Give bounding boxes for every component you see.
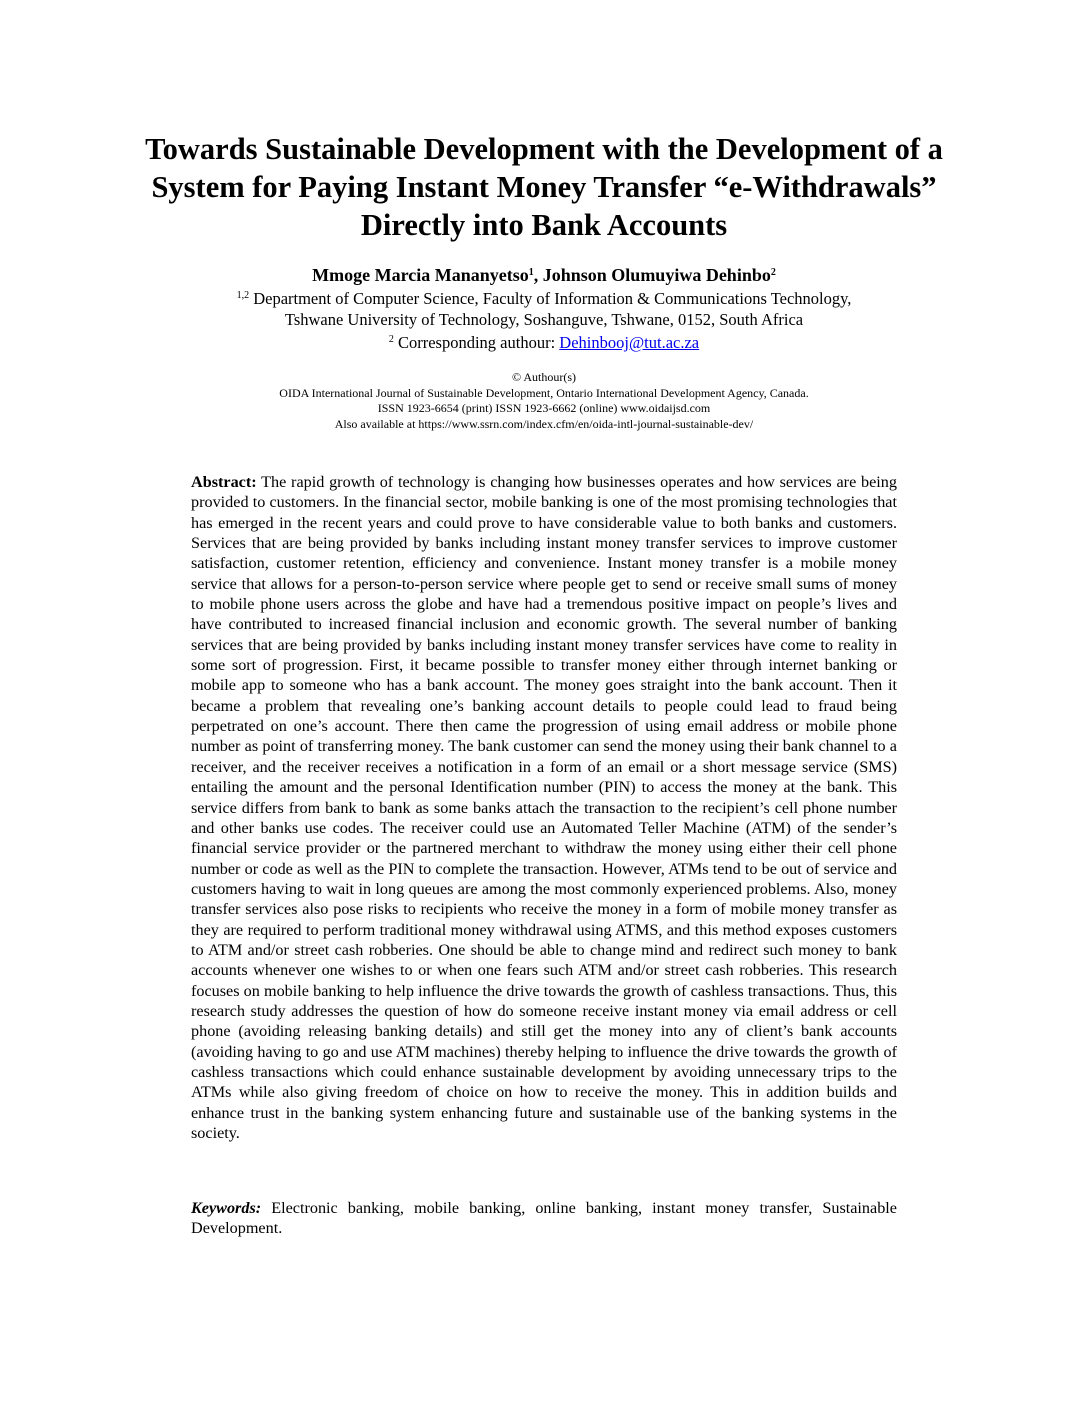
- author-1-affil-marker: 1: [528, 267, 534, 278]
- abstract-label: Abstract:: [191, 473, 257, 491]
- corresponding-label: Corresponding authour:: [393, 333, 560, 352]
- author-separator: ,: [533, 265, 543, 285]
- affiliation-line-1: Department of Computer Science, Faculty of Information & Communications Technology,: [249, 289, 852, 308]
- affiliation-line-2: Tshwane University of Technology, Soshanguve, Tshwane, 0152, South Africa: [284, 310, 804, 329]
- author-2-affil-marker: 2: [770, 267, 776, 278]
- corresponding-author: [100, 332, 988, 353]
- journal-line-2: ISSN 1923-6654 (print) ISSN 1923-6662 (online) www.oidaijsd.com: [377, 401, 711, 415]
- corresponding-marker: 2: [388, 334, 394, 345]
- keywords: [191, 1198, 897, 1239]
- affiliation-marker: 1,2: [236, 290, 250, 301]
- corresponding-email-link[interactable]: Dehinbooj@tut.ac.za: [559, 333, 700, 352]
- author-list: [100, 264, 988, 286]
- abstract-text: The rapid growth of technology is changing how businesses operates and how services are being provided to customers. In the financial sector, mobile banking is one of the most promising technologies that has emerged in the recent years and could prove to have considerable value to both banks and customers. Services that are being provided by banks including instant money transfer services to improve customer satisfaction, customer retention, efficiency and convenience. Instant money transfer is a mobile money service that allows for a person-to-person service where people get to send or receive small sums of money to mobile phone users across the globe and have had a tremendous positive impact on people’s lives and have contributed to increased financial inclusion and economic growth. The several number of banking services that are being provided by banks including instant money transfer services have come to reality in some sort of progression. First, it became possible to transfer money either through internet banking or mobile app to someone who has a bank account. The money goes straight into the bank account. Then it became a problem that revealing one’s banking account details to people could lead to fraud being perpetrated on one’s account. There then came the progression of using email address or mobile phone number as point of transferring money. The bank customer can send the money using their bank channel to a receiver, and the receiver receives a notification in a form of an email or a short message service (SMS) entailing the amount and the personal Identification number (PIN) to access the money at the bank. This service differs from bank to bank as some banks attach the transaction to the recipient’s cell phone number and other banks use codes. The receiver could use an Automated Teller Machine (ATM) of the sender’s financial service provider or the partnered merchant to withdraw the money using either their cell phone number or code as well as the PIN to complete the transaction. However, ATMs tend to be out of service and customers having to wait in long queues are among the most commonly experienced problems. Also, money transfer services also pose risks to recipients who receive the money in a form of mobile money transfer as they are required to perform traditional money withdrawal using ATMS, and this method exposes customers to ATM and/or street cash robberies. One should be able to change mind and redirect such money to bank accounts whenever one wishes to or when one fears such ATM and/or street cash robberies. This research focuses on mobile banking to help influence the drive towards the growth of cashless transactions. Thus, this research study addresses the question of how do someone receive instant money via email address or cell phone (avoiding releasing banking details) and still get the money into any of client’s bank accounts (avoiding having to go and use ATM machines) thereby helping to influence the drive towards the growth of cashless transactions which could enhance sustainable development by avoiding unnecessary trips to the ATMs while also giving freedom of choice on how to receive the money. This in addition builds and enhance trust in the banking system enhancing future and sustainable use of the banking systems in the society.: [191, 473, 897, 1142]
- abstract: [191, 472, 897, 1143]
- author-1-name: Mmoge Marcia Mananyetso: [312, 265, 529, 285]
- copyright-line: © Authour(s): [511, 370, 577, 384]
- journal-line-3: Also available at https://www.ssrn.com/index.cfm/en/oida-intl-journal-sustainable-dev/: [334, 416, 754, 431]
- keywords-label: Keywords:: [191, 1199, 262, 1217]
- author-2-name: Johnson Olumuyiwa Dehinbo: [542, 265, 771, 285]
- journal-line-1: OIDA International Journal of Sustainable Development, Ontario International Development Agency, Canada.: [279, 385, 809, 400]
- paper-title: Towards Sustainable Development with the Development of a System for Paying Instant Money Transfer “e-Withdrawals” Directly into Bank Accounts: [145, 132, 943, 242]
- journal-info: [100, 370, 988, 432]
- keywords-text: Electronic banking, mobile banking, online banking, instant money transfer, Sustainable Development.: [191, 1199, 897, 1238]
- affiliation: [100, 288, 988, 330]
